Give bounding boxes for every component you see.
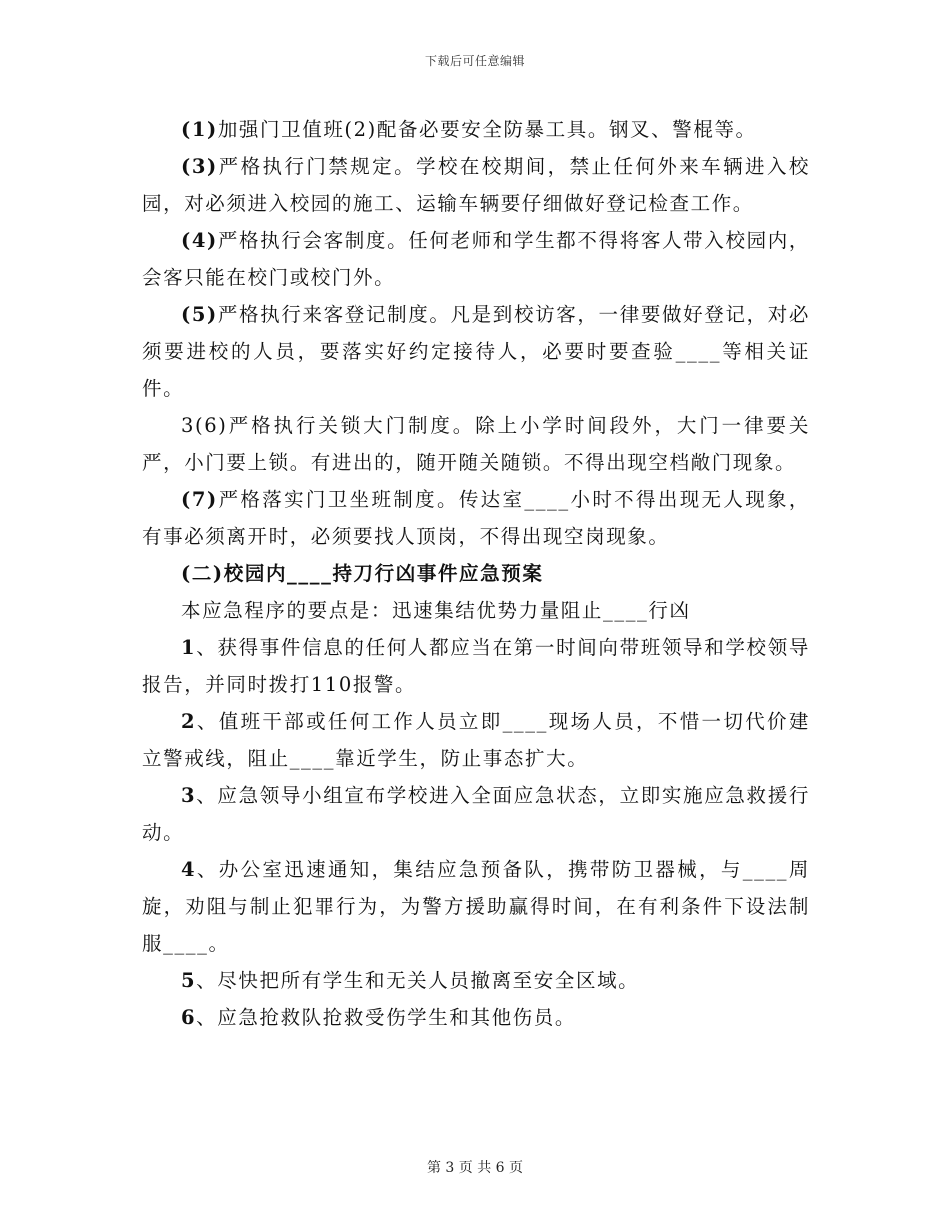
step-number: 6 xyxy=(181,1006,197,1029)
step-number: 5 xyxy=(181,969,197,992)
step-text: 、值班干部或任何工作人员立即____现场人员，不惜一切代价建立警戒线，阻止____靠近学生，防止事态扩大。 xyxy=(142,710,810,770)
item-number: (3) xyxy=(181,155,218,178)
item-number: 3(6) xyxy=(181,414,228,437)
item-number: (1) xyxy=(181,118,218,141)
item-text: 严格执行会客制度。任何老师和学生都不得将客人带入校园内，会客只能在校门或校门外。 xyxy=(142,229,810,289)
page-number-footer: 第 3 页 共 6 页 xyxy=(426,1160,524,1176)
step-number: 1 xyxy=(181,636,197,659)
step-text: 、尽快把所有学生和无关人员撤离至安全区域。 xyxy=(196,969,640,992)
section-heading: (二)校园内____持刀行凶事件应急预案 xyxy=(181,562,544,585)
item-number: (4) xyxy=(181,229,218,252)
step-number: 4 xyxy=(181,858,197,881)
step-number: 3 xyxy=(181,784,197,807)
item-text: 严格执行来客登记制度。凡是到校访客，一律要做好登记，对必须要进校的人员，要落实好约定接待人，必要时要查验____等相关证件。 xyxy=(142,303,810,400)
paragraph-5 xyxy=(142,296,810,407)
step-6 xyxy=(142,999,810,1036)
page-header-note: 下载后可任意编辑 xyxy=(424,54,525,68)
step-text: 、应急领导小组宣布学校进入全面应急状态，立即实施应急救援行动。 xyxy=(142,784,810,844)
step-number: 2 xyxy=(181,710,197,733)
step-1 xyxy=(142,629,810,703)
item-number: (5) xyxy=(181,303,218,326)
step-3 xyxy=(142,777,810,851)
item-number: (7) xyxy=(181,488,218,511)
paragraph-3 xyxy=(142,148,810,222)
item-text: 加强门卫值班(2)配备必要安全防暴工具。钢叉、警棍等。 xyxy=(217,118,757,141)
step-4 xyxy=(142,851,810,962)
section-intro: 本应急程序的要点是：迅速集结优势力量阻止____行凶 xyxy=(181,599,691,622)
document-body xyxy=(142,111,810,1036)
step-text: 、获得事件信息的任何人都应当在第一时间向带班领导和学校领导报告，并同时拨打110报警。 xyxy=(142,636,810,696)
step-text: 、办公室迅速通知，集结应急预备队，携带防卫器械，与____周旋，劝阻与制止犯罪行为，为警方援助赢得时间，在有利条件下设法制服____。 xyxy=(142,858,810,955)
item-text: 严格执行门禁规定。学校在校期间，禁止任何外来车辆进入校园，对必须进入校园的施工、运输车辆要仔细做好登记检查工作。 xyxy=(142,155,810,215)
paragraph-1 xyxy=(142,111,810,148)
item-text: 严格执行关锁大门制度。除上小学时间段外，大门一律要关严，小门要上锁。有进出的，随开随关随锁。不得出现空档敞门现象。 xyxy=(142,414,810,474)
paragraph-7 xyxy=(142,481,810,555)
step-2 xyxy=(142,703,810,777)
paragraph-6 xyxy=(142,407,810,481)
step-text: 、应急抢救队抢救受伤学生和其他伤员。 xyxy=(196,1006,576,1029)
step-5 xyxy=(142,962,810,999)
item-text: 严格落实门卫坐班制度。传达室____小时不得出现无人现象，有事必须离开时，必须要找人顶岗，不得出现空岗现象。 xyxy=(142,488,810,548)
paragraph-4 xyxy=(142,222,810,296)
